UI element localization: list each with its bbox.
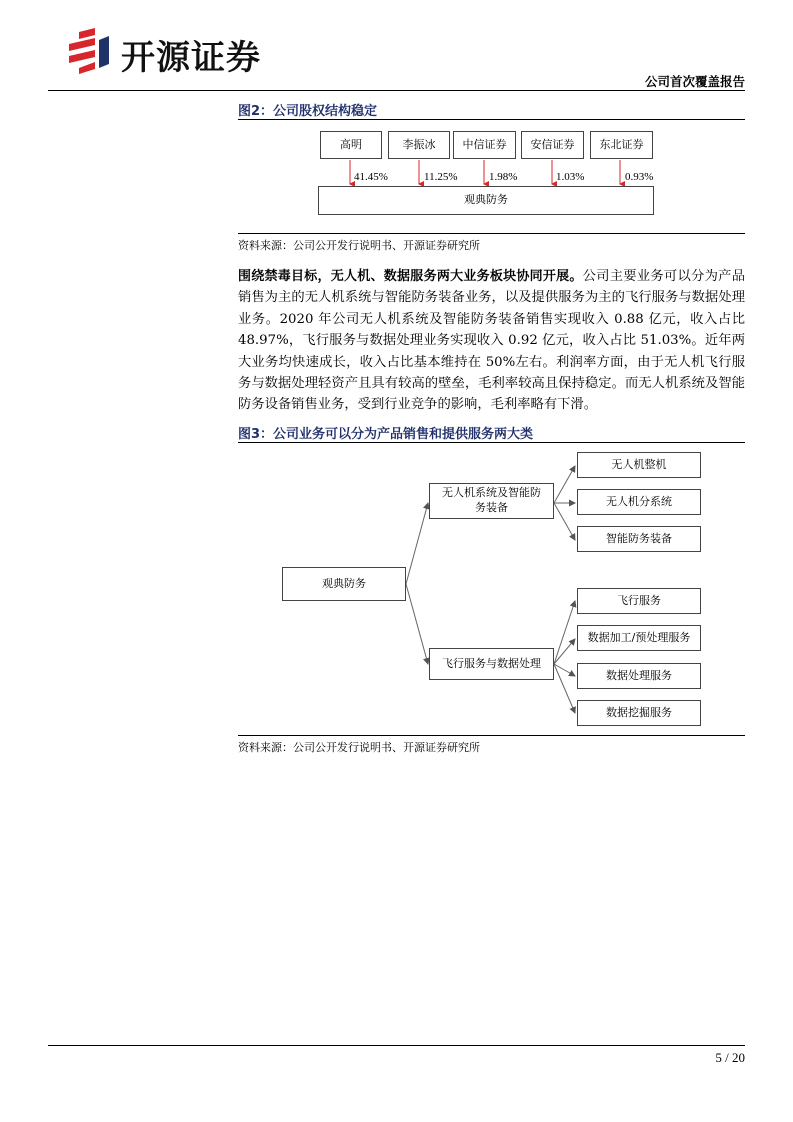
product-node: 无人机分系统 [577,489,701,515]
page-number: 5 / 20 [715,1050,745,1065]
shareholding-pct: 41.45% [354,171,388,183]
shareholder-box: 李振冰 [388,131,450,159]
shareholding-pct: 11.25% [424,171,458,183]
figure3-title: 图3：公司业务可以分为产品销售和提供服务两大类 [238,427,534,442]
company-box: 观典防务 [318,186,654,215]
shareholding-pct: 1.98% [489,171,518,183]
shareholder-box: 东北证券 [590,131,653,159]
body-paragraph [238,266,745,416]
service-node: 数据加工/预处理服务 [577,625,701,651]
figure3-source: 资料来源：公司公开发行说明书、开源证券研究所 [238,741,480,754]
service-node: 飞行服务 [577,588,701,614]
footer-rule [48,1045,745,1046]
shareholder-box: 安信证券 [521,131,584,159]
logo [65,28,295,76]
shareholder-box: 高明 [320,131,382,159]
shareholder-box: 中信证券 [453,131,516,159]
ownership-chart [238,120,745,232]
product-node: 智能防务装备 [577,526,701,552]
service-node: 数据挖掘服务 [577,700,701,726]
figure2-source: 资料来源：公司公开发行说明书、开源证券研究所 [238,239,480,252]
branch-services-node: 飞行服务与数据处理 [429,648,554,680]
figure3-bottom-rule [238,735,745,736]
branch-products-node: 无人机系统及智能防务装备 [429,483,554,519]
shareholding-pct: 1.03% [556,171,585,183]
figure2-title: 图2：公司股权结构稳定 [238,104,378,119]
shareholding-pct: 0.93% [625,171,654,183]
logo-mark-icon [65,28,113,74]
root-node: 观典防务 [282,567,406,601]
product-node: 无人机整机 [577,452,701,478]
header-rule [48,90,745,91]
figure2-bottom-rule [238,233,745,234]
paragraph-lead: 围绕禁毒目标，无人机、数据服务两大业务板块协同开展。 [238,269,583,284]
business-tree [238,443,745,733]
service-node: 数据处理服务 [577,663,701,689]
report-type: 公司首次覆盖报告 [644,74,745,89]
paragraph-body: 公司主要业务可以分为产品销售为主的无人机系统与智能防务装备业务，以及提供服务为主的飞行服务与数据处理业务。2020 年公司无人机系统及智能防务装备销售实现收入 0.88 亿元，收入占比 48.97%，飞行服务与数据处理业务实现收入 0.92 亿元，收入占比 51.03%。近年两大业务均快速成长，收入占比基本维持在 50%左右。利润率方面，由于无人机飞行服务与数据处理轻资产且具有较高的壁垒，毛利率较高且保持稳定。而无人机系统及智能防务设备销售业务，受到行业竞争的影响，毛利率略有下滑。 [238,269,745,413]
brand-name: 开源证券 [121,38,261,78]
